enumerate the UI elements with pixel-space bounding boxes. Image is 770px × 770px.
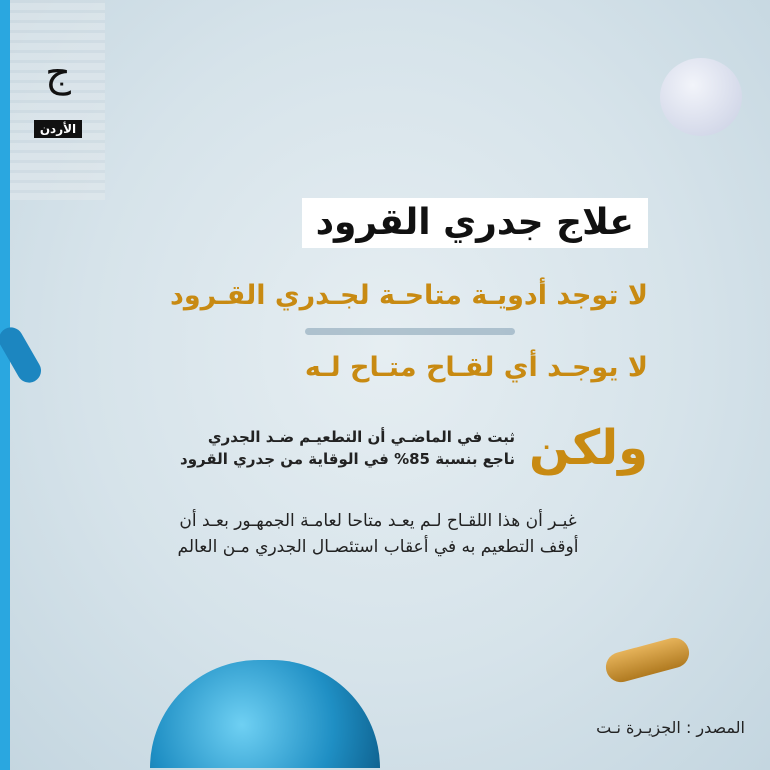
note-line: ثبت في الماضـي أن التطعيـم ضـد الجدري [207,428,515,446]
body-line: غيـر أن هذا اللقـاح لـم يعـد متاحا لعامـة الجمهـور بعـد أن [179,511,577,531]
body-text [108,508,648,560]
aljazeera-logo [28,28,88,148]
page-title: علاج جدري القرود [302,198,648,248]
aljazeera-calligraphy-icon: ج [45,50,71,96]
note-line: ناجع بنسبة 85% في الوقاية من جدري القرود [180,450,515,468]
orange-capsule-icon [603,635,693,686]
body-line: أوقف التطعيم به في أعقاب استئصـال الجدري مـن العالم [177,537,579,557]
divider [305,328,515,335]
white-pill-icon [660,58,742,136]
source-credit: المصدر : الجزيـرة نـت [596,718,745,737]
blue-edge-strip [0,0,10,770]
vaccine-efficacy-note [180,426,515,470]
region-badge: الأردن [34,120,82,138]
no-drugs-text: لا توجد أدويـة متاحـة لجـدري القـرود [170,280,648,311]
virus-illustration [150,660,380,768]
but-heading: ولكن [529,420,648,476]
no-vaccine-text: لا يوجـد أي لقـاح متـاح لـه [304,352,648,383]
